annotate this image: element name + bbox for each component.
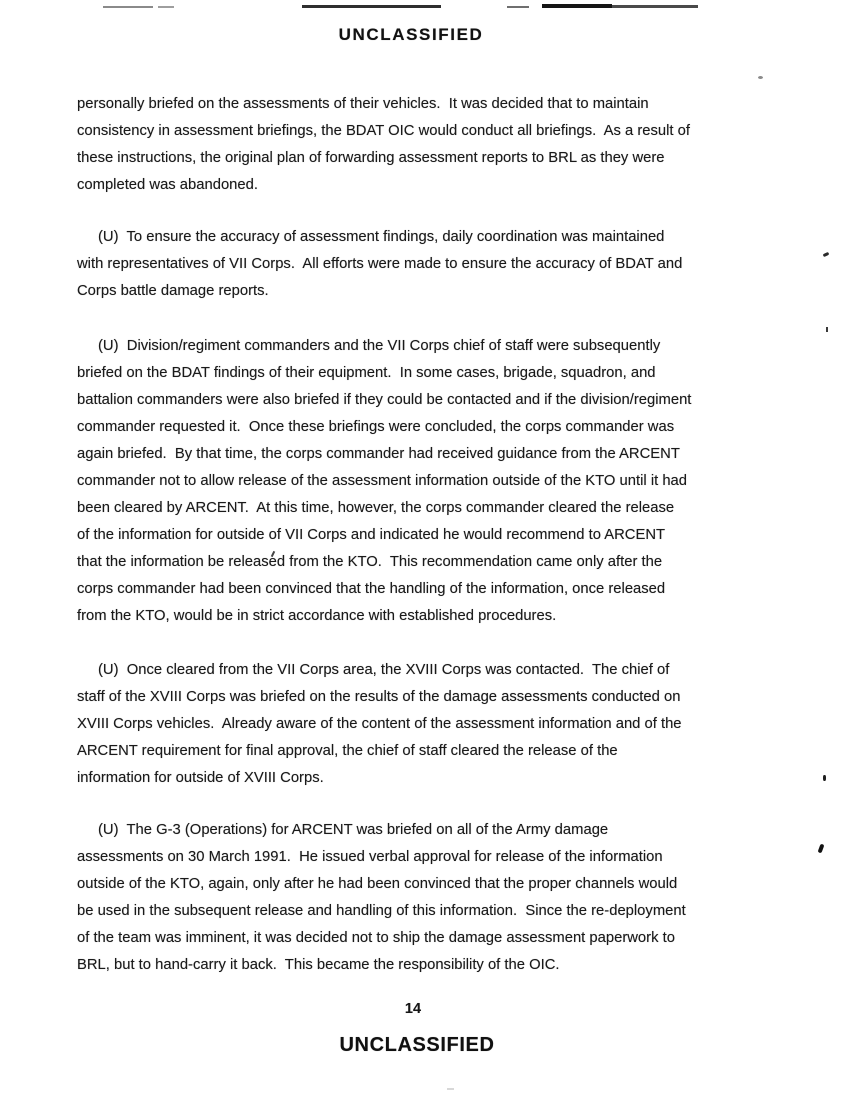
text-line: XVIII Corps vehicles. Already aware of the content of the assessment information and of the xyxy=(77,716,682,732)
text-line: battalion commanders were also briefed if they could be contacted and if the division/regiment xyxy=(77,392,692,408)
text-line: that the information be released from the KTO. This recommendation came only after the xyxy=(77,554,663,570)
scan-artifact-speck xyxy=(818,844,825,854)
text-line: be used in the subsequent release and handling of this information. Since the re-deployment xyxy=(77,903,686,919)
header-classification: UNCLASSIFIED xyxy=(338,25,484,44)
paragraph xyxy=(77,224,682,305)
text-line: personally briefed on the assessments of their vehicles. It was decided that to maintain xyxy=(77,96,649,112)
text-line: outside of the KTO, again, only after he had been convinced that the proper channels would xyxy=(77,876,678,892)
text-line: (U) To ensure the accuracy of assessment findings, daily coordination was maintained xyxy=(98,229,665,245)
text-line: ARCENT requirement for final approval, the chief of staff cleared the release of the xyxy=(77,743,618,759)
text-line: (U) The G-3 (Operations) for ARCENT was briefed on all of the Army damage xyxy=(98,822,609,838)
scan-artifact-line xyxy=(612,5,698,8)
text-line: consistency in assessment briefings, the BDAT OIC would conduct all briefings. As a result of xyxy=(77,123,690,139)
text-line: been cleared by ARCENT. At this time, however, the corps commander cleared the release xyxy=(77,500,675,516)
footer-classification: UNCLASSIFIED xyxy=(339,1034,495,1056)
text-line: corps commander had been convinced that the handling of the information, once released xyxy=(77,581,666,597)
text-line: BRL, but to hand-carry it back. This became the responsibility of the OIC. xyxy=(77,957,560,973)
text-line: assessments on 30 March 1991. He issued verbal approval for release of the information xyxy=(77,849,663,865)
text-line: Corps battle damage reports. xyxy=(77,283,269,299)
text-line: completed was abandoned. xyxy=(77,177,258,193)
text-line: commander requested it. Once these briefings were concluded, the corps commander was xyxy=(77,419,675,435)
text-line: briefed on the BDAT findings of their equipment. In some cases, brigade, squadron, and xyxy=(77,365,656,381)
paragraph xyxy=(77,657,682,792)
scan-artifact-line xyxy=(507,6,529,8)
scan-artifact-line xyxy=(158,6,174,8)
scan-artifact-speck xyxy=(447,1088,454,1090)
text-line: of the information for outside of VII Corps and indicated he would recommend to ARCENT xyxy=(77,527,666,543)
text-line: with representatives of VII Corps. All efforts were made to ensure the accuracy of BDAT and xyxy=(77,256,683,272)
text-line: (U) Once cleared from the VII Corps area, the XVIII Corps was contacted. The chief of xyxy=(98,662,670,678)
scan-artifact-speck xyxy=(826,327,828,332)
text-line: information for outside of XVIII Corps. xyxy=(77,770,324,786)
text-line: again briefed. By that time, the corps commander had received guidance from the ARCENT xyxy=(77,446,680,462)
page-number: 14 xyxy=(404,1001,422,1017)
text-line: (U) Division/regiment commanders and the VII Corps chief of staff were subsequently xyxy=(98,338,661,354)
text-line: from the KTO, would be in strict accordance with established procedures. xyxy=(77,608,557,624)
text-line: these instructions, the original plan of forwarding assessment reports to BRL as they were xyxy=(77,150,665,166)
scan-artifact-speck xyxy=(823,252,830,257)
paragraph xyxy=(77,333,691,630)
text-line: commander not to allow release of the assessment information outside of the KTO until it had xyxy=(77,473,688,489)
text-line: of the team was imminent, it was decided not to ship the damage assessment paperwork to xyxy=(77,930,675,946)
paragraph xyxy=(77,91,690,199)
scan-artifact-speck xyxy=(823,775,826,781)
paragraph xyxy=(77,817,686,979)
scan-artifact-line xyxy=(542,4,612,8)
text-line: staff of the XVIII Corps was briefed on the results of the damage assessments conducted on xyxy=(77,689,681,705)
scan-artifact-line xyxy=(103,6,153,8)
scan-artifact-line xyxy=(302,5,441,8)
scan-artifact-speck xyxy=(758,76,763,79)
